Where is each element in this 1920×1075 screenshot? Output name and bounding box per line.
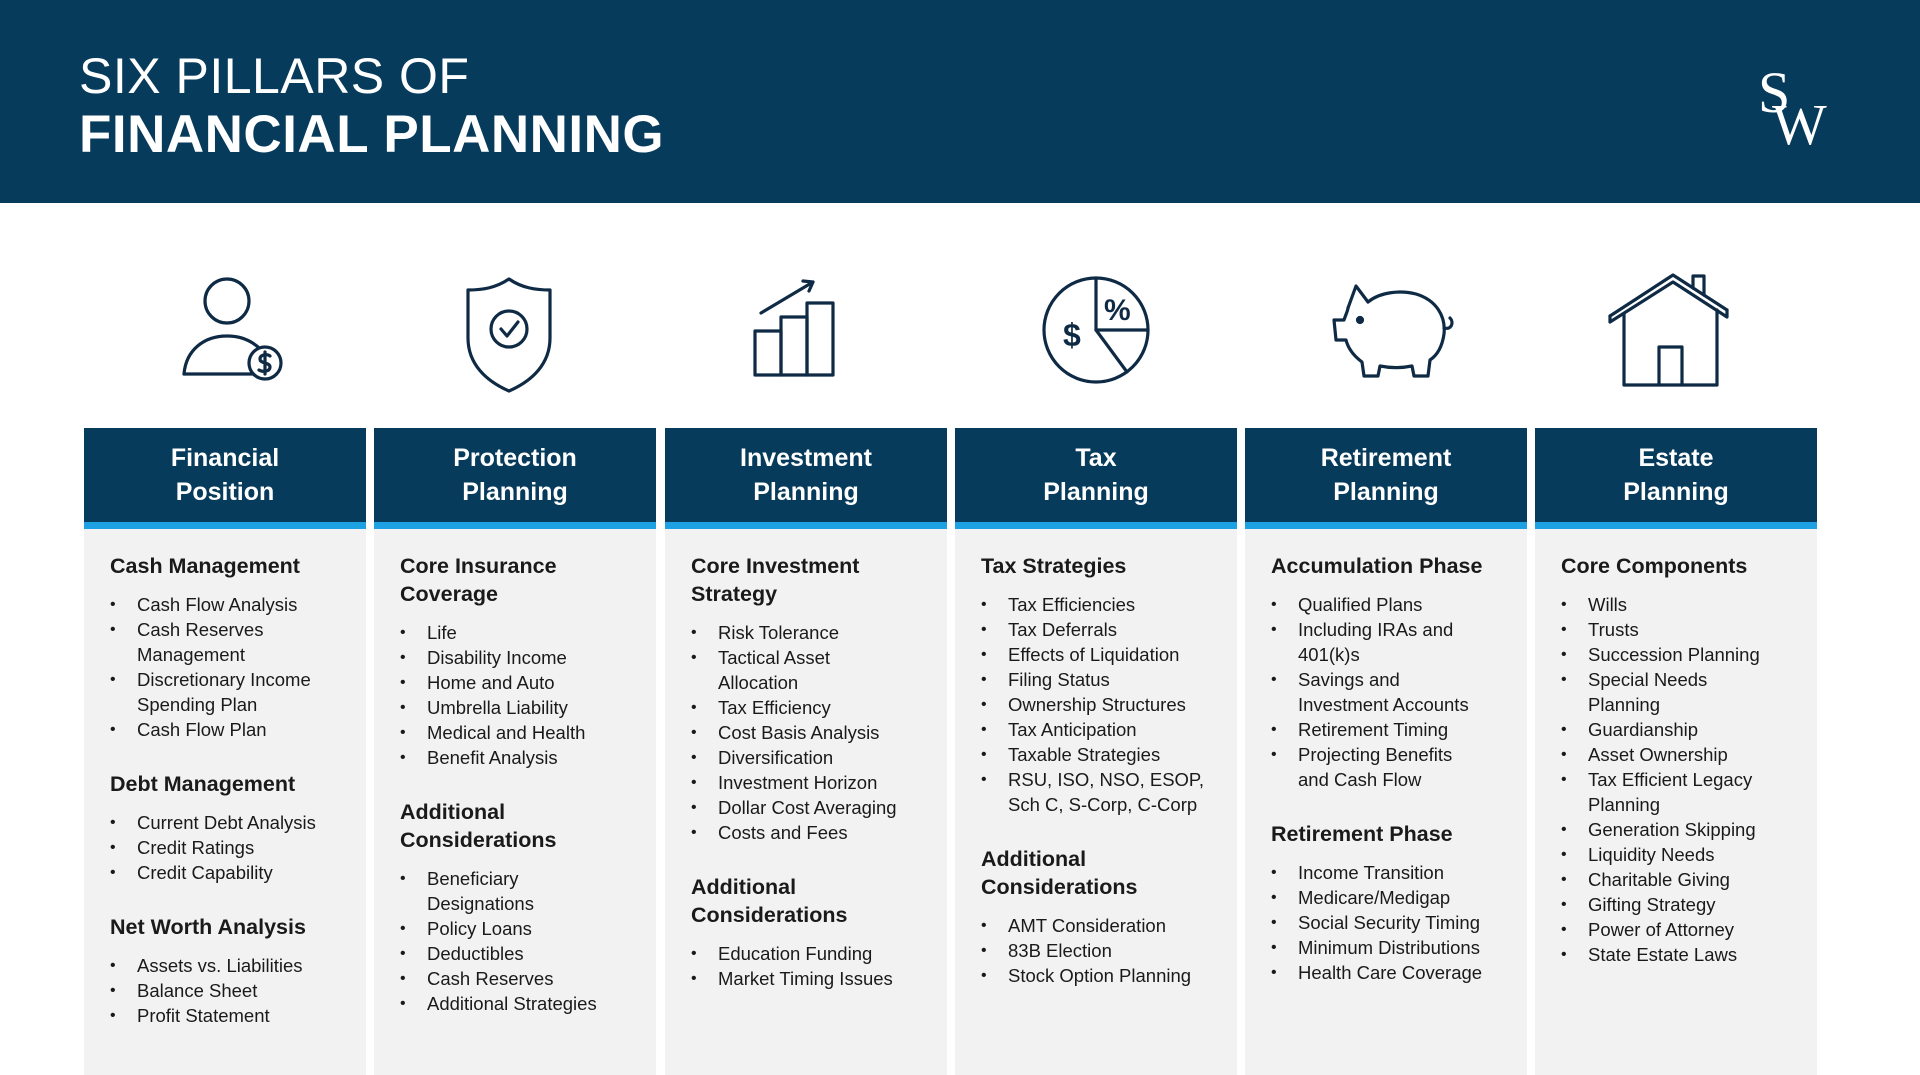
pillar-heading: Tax Planning <box>1043 444 1149 506</box>
list-item: • Stock Option Planning <box>981 963 1231 988</box>
list-item: • Gifting Strategy <box>1561 892 1811 917</box>
list-item: • Costs and Fees <box>691 820 941 845</box>
pillar-heading: Financial Position <box>170 444 280 506</box>
list-item: • Cost Basis Analysis <box>691 720 941 745</box>
list-item: • Wills <box>1561 592 1811 617</box>
section-list <box>691 620 941 845</box>
svg-text:%: % <box>1104 294 1131 327</box>
page-title-line1: SIX PILLARS OF <box>79 48 470 104</box>
pillar-header <box>665 428 947 522</box>
list-item: • Cash Reserves Management <box>110 617 360 667</box>
svg-text:$: $ <box>1063 317 1081 353</box>
pillar-heading: Protection Planning <box>453 444 577 506</box>
pillar-body <box>110 552 360 1056</box>
list-item: • Cash Flow Plan <box>110 717 360 742</box>
sw-monogram-logo <box>1752 60 1848 150</box>
list-item: • Liquidity Needs <box>1561 842 1811 867</box>
list-item: • Profit Statement <box>110 1003 360 1028</box>
pillar-header <box>955 428 1237 522</box>
list-item: • Social Security Timing <box>1271 910 1521 935</box>
pillar-header <box>1535 428 1817 522</box>
list-item: • Disability Income <box>400 645 650 670</box>
list-item: • Medicare/Medigap <box>1271 885 1521 910</box>
pillar-body <box>400 552 650 1044</box>
accent-strip <box>374 522 656 529</box>
list-item: • Life <box>400 620 650 645</box>
pillar-column-protection-planning <box>374 428 656 1075</box>
list-item: • Discretionary Income Spending Plan <box>110 667 360 717</box>
list-item: • Current Debt Analysis <box>110 810 360 835</box>
list-item: • Power of Attorney <box>1561 917 1811 942</box>
list-item: • AMT Consideration <box>981 913 1231 938</box>
list-item: • Retirement Timing <box>1271 717 1521 742</box>
list-item: • Tax Efficiency <box>691 695 941 720</box>
list-item: • Filing Status <box>981 667 1231 692</box>
list-item: • Tax Anticipation <box>981 717 1231 742</box>
section-title: Retirement Phase <box>1271 822 1453 846</box>
list-item: • Tax Efficient Legacy Planning <box>1561 767 1811 817</box>
list-item: • Tactical Asset Allocation <box>691 645 941 695</box>
list-item: • Succession Planning <box>1561 642 1811 667</box>
list-item: • Savings and Investment Accounts <box>1271 667 1521 717</box>
pillar-header <box>1245 428 1527 522</box>
list-item: • Benefit Analysis <box>400 745 650 770</box>
section-title: Accumulation Phase <box>1271 554 1483 578</box>
section-list <box>1561 592 1811 967</box>
section-list <box>400 866 650 1016</box>
pillar-column-tax-planning <box>955 428 1237 1075</box>
section-title: Core Insurance Coverage <box>400 554 557 606</box>
list-item: • Diversification <box>691 745 941 770</box>
pillar-heading: Estate Planning <box>1623 444 1729 506</box>
list-item: • Generation Skipping <box>1561 817 1811 842</box>
list-item: • Trusts <box>1561 617 1811 642</box>
accent-strip <box>955 522 1237 529</box>
list-item: • Beneficiary Designations <box>400 866 650 916</box>
list-item: • Health Care Coverage <box>1271 960 1521 985</box>
list-item: • Investment Horizon <box>691 770 941 795</box>
list-item: • Ownership Structures <box>981 692 1231 717</box>
list-item: • Policy Loans <box>400 916 650 941</box>
list-item: • Cash Reserves <box>400 966 650 991</box>
list-item: • Charitable Giving <box>1561 867 1811 892</box>
section-title: Net Worth Analysis <box>110 915 306 939</box>
list-item: • Tax Efficiencies <box>981 592 1231 617</box>
pillar-body <box>1561 552 1811 995</box>
pillar-column-investment-planning <box>665 428 947 1075</box>
logo-letter-w: W <box>1772 92 1827 150</box>
list-item: • Market Timing Issues <box>691 966 941 991</box>
list-item: • Additional Strategies <box>400 991 650 1016</box>
section-list <box>1271 592 1521 792</box>
list-item: • Credit Ratings <box>110 835 360 860</box>
list-item: • State Estate Laws <box>1561 942 1811 967</box>
pillar-body <box>981 552 1231 1016</box>
pillar-header <box>84 428 366 522</box>
list-item: • Deductibles <box>400 941 650 966</box>
section-title: Core Investment Strategy <box>691 554 860 606</box>
list-item: • Tax Deferrals <box>981 617 1231 642</box>
section-title: Tax Strategies <box>981 554 1127 578</box>
list-item: • Qualified Plans <box>1271 592 1521 617</box>
section-title: Core Components <box>1561 554 1748 578</box>
pillar-column-estate-planning <box>1535 428 1817 1075</box>
accent-strip <box>1535 522 1817 529</box>
pillar-column-financial-position <box>84 428 366 1075</box>
section-list <box>110 810 360 885</box>
section-title: Additional Considerations <box>981 847 1138 899</box>
pillar-body <box>1271 552 1521 1013</box>
list-item: • Medical and Health <box>400 720 650 745</box>
logo-letter-s: S <box>1758 60 1791 125</box>
section-list <box>691 941 941 991</box>
section-title: Additional Considerations <box>691 875 848 927</box>
list-item: • Taxable Strategies <box>981 742 1231 767</box>
pillar-body <box>691 552 941 1019</box>
list-item: • Risk Tolerance <box>691 620 941 645</box>
logo-mark <box>1752 60 1848 150</box>
accent-strip <box>1245 522 1527 529</box>
accent-strip <box>665 522 947 529</box>
pillar-column-retirement-planning <box>1245 428 1527 1075</box>
list-item: • RSU, ISO, NSO, ESOP, Sch C, S-Corp, C-Corp <box>981 767 1231 817</box>
section-list <box>110 953 360 1028</box>
header-banner <box>0 0 1920 203</box>
list-item: • Projecting Benefits and Cash Flow <box>1271 742 1521 792</box>
list-item: • Income Transition <box>1271 860 1521 885</box>
section-list <box>110 592 360 742</box>
growth-chart-icon <box>725 268 875 418</box>
list-item: • Assets vs. Liabilities <box>110 953 360 978</box>
list-item: • Guardianship <box>1561 717 1811 742</box>
section-title: Cash Management <box>110 554 300 578</box>
page-title-line2: FINANCIAL PLANNING <box>79 105 665 164</box>
accent-strip <box>84 522 366 529</box>
pillar-header <box>374 428 656 522</box>
person-dollar-icon <box>152 268 302 418</box>
pie-dollar-percent-icon <box>1021 264 1171 414</box>
section-title: Debt Management <box>110 772 296 796</box>
list-item: • Education Funding <box>691 941 941 966</box>
list-item: • 83B Election <box>981 938 1231 963</box>
list-item: • Home and Auto <box>400 670 650 695</box>
piggy-bank-icon <box>1318 268 1468 418</box>
list-item: • Credit Capability <box>110 860 360 885</box>
pillar-heading: Retirement Planning <box>1320 444 1452 506</box>
list-item: • Umbrella Liability <box>400 695 650 720</box>
list-item: • Asset Ownership <box>1561 742 1811 767</box>
section-list <box>981 913 1231 988</box>
pillar-heading: Investment Planning <box>740 444 872 506</box>
list-item: • Effects of Liquidation <box>981 642 1231 667</box>
list-item: • Minimum Distributions <box>1271 935 1521 960</box>
list-item: • Special Needs Planning <box>1561 667 1811 717</box>
list-item: • Cash Flow Analysis <box>110 592 360 617</box>
section-title: Additional Considerations <box>400 800 557 852</box>
section-list <box>1271 860 1521 985</box>
list-item: • Balance Sheet <box>110 978 360 1003</box>
list-item: • Including IRAs and 401(k)s <box>1271 617 1521 667</box>
section-list <box>400 620 650 770</box>
list-item: • Dollar Cost Averaging <box>691 795 941 820</box>
section-list <box>981 592 1231 817</box>
house-icon <box>1600 268 1750 418</box>
shield-check-icon <box>434 268 584 418</box>
